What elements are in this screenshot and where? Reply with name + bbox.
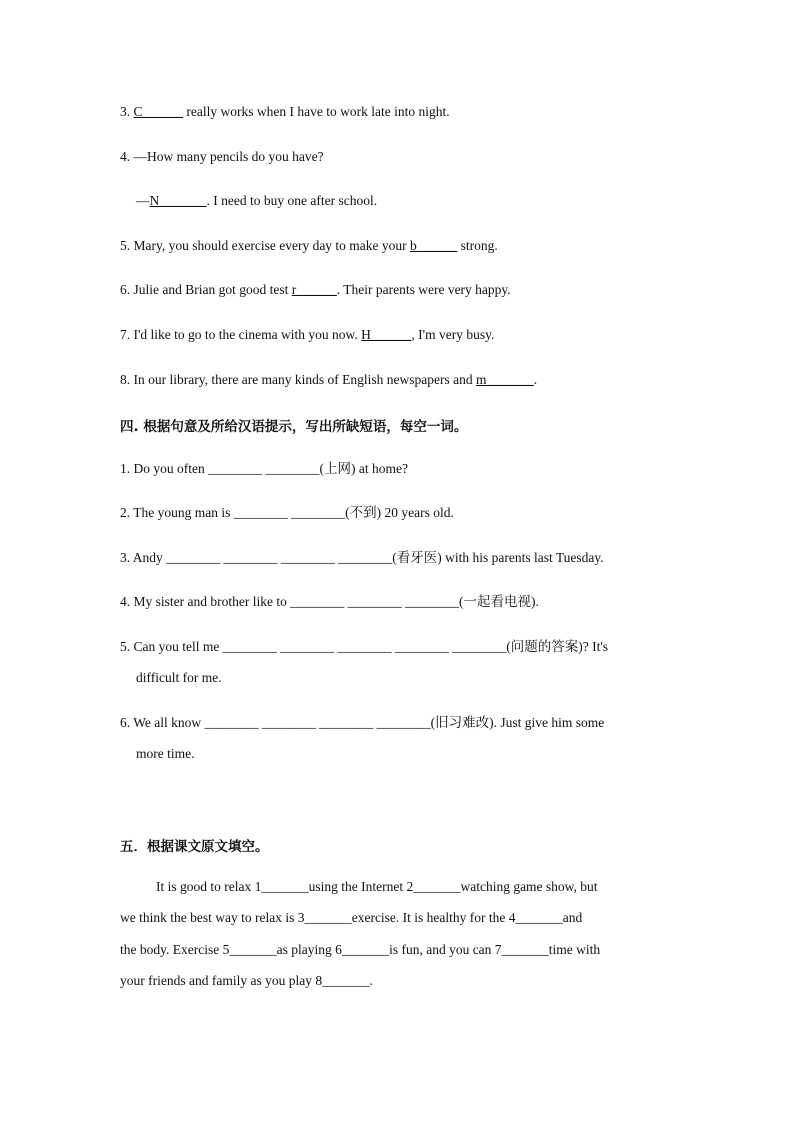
blank-letter: H______ [361,327,412,342]
question-4-5-cont: difficult for me. [136,670,222,685]
passage-line-1: It is good to relax 1_______using the Internet 2_______watching game show, but [156,879,598,894]
question-3-3: 3. C______ really works when I have to work late into night. [120,104,450,119]
blank-letter: r______ [291,282,337,297]
question-4-4: 4. My sister and brother like to ________ ________ ________(一起看电视). [120,594,539,609]
question-4-6: 6. We all know ________ ________ ________ ________(旧习难改). Just give him some [120,715,605,730]
question-4-2: 2. The young man is ________ ________(不到) 20 years old. [120,505,454,520]
passage-line-4: your friends and family as you play 8_______. [120,973,373,988]
passage-line-3: the body. Exercise 5_______as playing 6_______is fun, and you can 7_______time with [120,942,601,957]
question-3-4: 4. —How many pencils do you have? [120,149,324,164]
question-3-4-answer: —N_______. I need to buy one after school. [136,193,378,208]
section-5-heading: 五．根据课文原文填空。 [120,839,269,855]
question-3-7: 7. I'd like to go to the cinema with you now. H______, I'm very busy. [120,327,495,342]
blank-letter: b______ [410,238,458,253]
question-4-5: 5. Can you tell me ________ ________ ________ ________ ________(问题的答案)? It's [120,639,609,654]
section-4-heading: 四. 根据句意及所给汉语提示，写出所缺短语，每空一词。 [120,419,468,435]
question-4-1: 1. Do you often ________ ________(上网) at home? [120,461,408,476]
blank-letter: N_______ [149,193,207,208]
question-4-3: 3. Andy ________ ________ ________ ________(看牙医) with his parents last Tuesday. [120,550,604,565]
question-4-6-cont: more time. [136,746,195,761]
question-3-8: 8. In our library, there are many kinds of English newspapers and m_______. [120,372,538,387]
blank-letter: C______ [133,104,184,119]
question-3-5: 5. Mary, you should exercise every day to make your b______ strong. [120,238,498,253]
question-3-6: 6. Julie and Brian got good test r______. Their parents were very happy. [120,282,511,297]
passage-line-2: we think the best way to relax is 3_______exercise. It is healthy for the 4_______and [120,910,583,925]
blank-letter: m_______ [476,372,534,387]
